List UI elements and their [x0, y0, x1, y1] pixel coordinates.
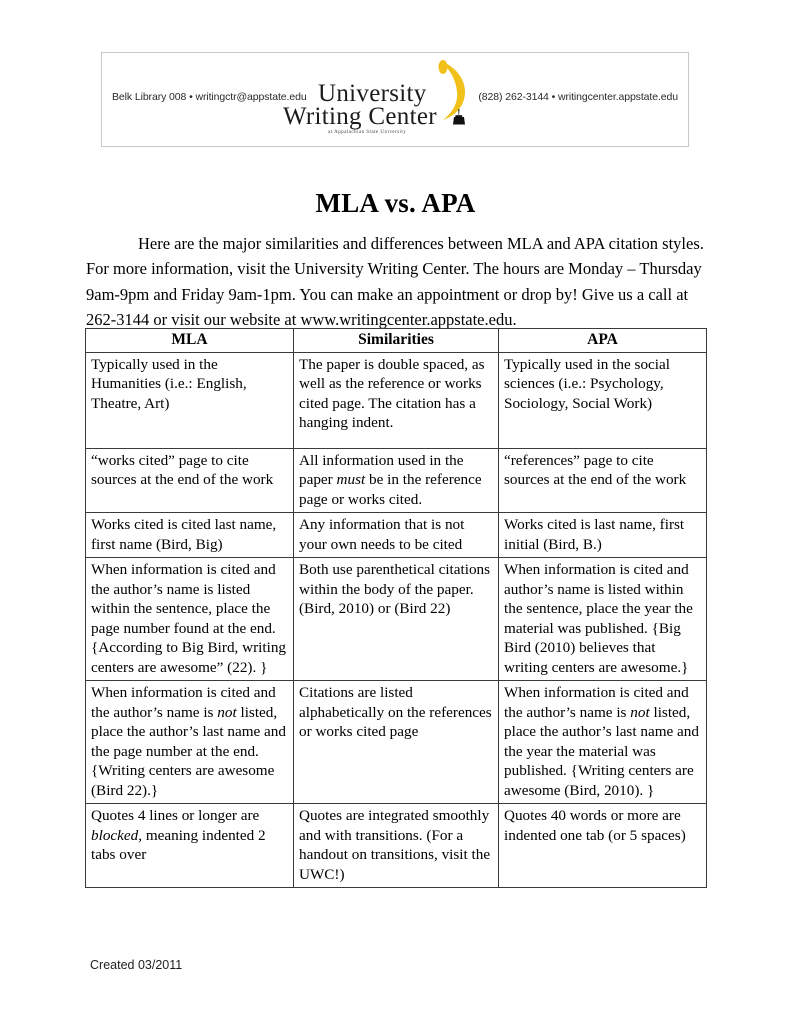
table-row: [86, 352, 707, 448]
cell-apa: Quotes 40 words or more are indented one tab (or 5 spaces): [499, 804, 707, 888]
column-header-mla: MLA: [86, 329, 294, 353]
page-title: MLA vs. APA: [315, 188, 476, 219]
cell-mla: “works cited” page to cite sources at the end of the work: [86, 448, 294, 513]
intro-paragraph: Here are the major similarities and differences between MLA and APA citation styles. For more information, visit the University Writing Center. The hours are Monday – Thursday 9am-9pm and Friday 9am-1pm. You can make an appointment or drop by! Give us a call at 262-3144 or visit our website at www.writingcenter.appstate.edu.: [86, 233, 704, 329]
university-writing-center-logo: [280, 59, 510, 143]
table-row: [86, 681, 707, 804]
emphasis-blocked: blocked,: [91, 826, 143, 844]
emphasis-not: not: [630, 703, 650, 721]
table-row: [86, 448, 707, 513]
cell-apa: Typically used in the social sciences (i.e.: Psychology, Sociology, Social Work): [499, 352, 707, 448]
text-post: listed, place the author’s last name and the year the material was published. {Writing centers are awesome (Bird, 2010). }: [504, 703, 699, 799]
cell-apa: When information is cited and author’s name is listed within the sentence, place the year the material was published. {Big Bird (2010) believes that writing centers are awesome.}: [499, 558, 707, 681]
letterhead-left-contact: Belk Library 008 • writingctr@appstate.edu: [112, 91, 307, 103]
cell-mla: Typically used in the Humanities (i.e.: English, Theatre, Art): [86, 352, 294, 448]
cell-similarities: Any information that is not your own needs to be cited: [294, 513, 499, 558]
emphasis-not: not: [217, 703, 237, 721]
letterhead-right-contact: (828) 262-3144 • writingcenter.appstate.edu: [478, 91, 678, 103]
logo-subtitle: at Appalachian State University: [328, 129, 407, 135]
created-date-note: Created 03/2011: [90, 958, 183, 972]
cell-similarities: Quotes are integrated smoothly and with transitions. (For a handout on transitions, visit the UWC!): [294, 804, 499, 888]
cell-apa: “references” page to cite sources at the end of the work: [499, 448, 707, 513]
text-pre: All information used in the paper: [299, 451, 464, 488]
cell-mla: [86, 804, 294, 888]
table-row: [86, 804, 707, 888]
text-post: be in the reference page or works cited.: [299, 471, 482, 508]
letterhead-box: [101, 52, 689, 147]
text-pre: When information is cited and the author’s name is: [504, 684, 689, 721]
column-header-apa: APA: [499, 329, 707, 353]
table-row: [86, 558, 707, 681]
cell-similarities: Citations are listed alphabetically on the references or works cited page: [294, 681, 499, 804]
table-row: [86, 513, 707, 558]
text-post: listed, place the author’s last name and the page number at the end. {Writing centers are awesome (Bird 22).}: [91, 703, 286, 799]
table-header-row: [86, 329, 707, 353]
text-post: meaning indented 2 tabs over: [91, 826, 266, 863]
cell-mla: When information is cited and the author’s name is listed within the sentence, place the page number found at the end. {According to Big Bird, writing centers are awesome” (22). }: [86, 558, 294, 681]
text-pre: When information is cited and the author’s name is: [91, 684, 276, 721]
cell-apa: Works cited is last name, first initial (Bird, B.): [499, 513, 707, 558]
cell-mla: Works cited is cited last name, first name (Bird, Big): [86, 513, 294, 558]
logo-line-university: University: [318, 80, 427, 107]
inkwell-quill-icon: [452, 109, 466, 125]
cell-mla: [86, 681, 294, 804]
cell-apa: [499, 681, 707, 804]
logo-line-writing-center: Writing Center: [283, 103, 437, 130]
cell-similarities: Both use parenthetical citations within the body of the paper. (Bird, 2010) or (Bird 22): [294, 558, 499, 681]
text-pre: Quotes 4 lines or longer are: [91, 807, 260, 824]
cell-similarities: The paper is double spaced, as well as the reference or works cited page. The citation has a hanging indent.: [294, 352, 499, 448]
mla-apa-comparison-table: [85, 328, 707, 888]
emphasis-must: must: [336, 471, 366, 488]
column-header-similarities: Similarities: [294, 329, 499, 353]
cell-similarities: [294, 448, 499, 513]
